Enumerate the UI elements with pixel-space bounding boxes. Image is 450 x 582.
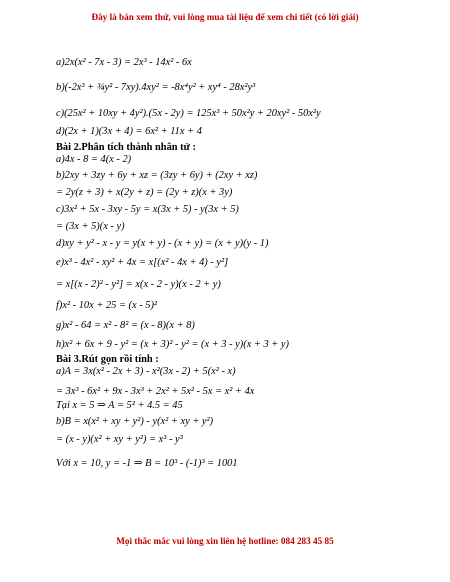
exercise-2c-result-line: = (3x + 5)(x - y) [56,221,125,232]
exercise-2a-line: a)4x - 8 = 4(x - 2) [56,154,132,165]
exercise-3a-simplify-line: = 3x³ - 6x² + 9x - 3x³ + 2x² + 5x² - 5x = x² + 4x [56,386,255,397]
exercise-2g-line: g)x² - 64 = x² - 8² = (x - 8)(x + 8) [56,320,195,331]
exercise-2c-line: c)3x² + 5x - 3xy - 5y = x(3x + 5) - y(3x + 5) [56,204,239,215]
exercise-2f-line: f)x² - 10x + 25 = (x - 5)² [56,300,158,311]
exercise-2b-result-line: = 2y(z + 3) + x(2y + z) = (2y + z)(x + 3y) [56,187,233,198]
exercise-2d-line: d)xy + y² - x - y = y(x + y) - (x + y) = (x + y)(y - 1) [56,238,269,249]
exercise-1c-line: c)(25x² + 10xy + 4y²).(5x - 2y) = 125x³ + 50x²y + 20xy² - 50x²y [56,108,321,119]
preview-notice-banner: Đây là bản xem thử, vui lòng mua tài liệu để xem chi tiết (có lời giải) [91,12,359,22]
exercise-2b-line: b)2xy + 3zy + 6y + xz = (3zy + 6y) + (2xy + xz) [56,170,258,181]
exercise-2h-line: h)x² + 6x + 9 - y² = (x + 3)² - y² = (x + 3 - y)(x + 3 + y) [56,339,289,350]
exercise-2e-line: e)x³ - 4x² - xy² + 4x = x[(x² - 4x + 4) - y²] [56,257,229,268]
exercise-1d-line: d)(2x + 1)(3x + 4) = 6x² + 11x + 4 [56,126,202,137]
exercise-1a-line: a)2x(x² - 7x - 3) = 2x³ - 14x² - 6x [56,57,192,68]
exercise-3a-line: a)A = 3x(x² - 2x + 3) - x²(3x - 2) + 5(x² - x) [56,366,236,377]
exercise-1b-line: b)(-2x³ + ¾y² - 7xy).4xy² = -8x⁴y² + xy⁴ - 28x²y³ [56,82,256,93]
section-2-heading: Bài 2.Phân tích thành nhân tử : [56,142,196,153]
exercise-2e-result-line: = x[(x - 2)² - y²] = x(x - 2 - y)(x - 2 + y) [56,279,221,290]
exercise-3a-evaluate-line: Tại x = 5 ⇒ A = 5² + 4.5 = 45 [56,400,183,411]
exercise-3b-line: b)B = x(x² + xy + y²) - y(x² + xy + y²) [56,416,214,427]
section-3-heading: Bài 3.Rút gọn rồi tính : [56,354,159,365]
hotline-banner: Mọi thắc mắc vui lòng xin liên hệ hotline: 084 283 45 85 [116,536,334,546]
exercise-3b-simplify-line: = (x - y)(x² + xy + y²) = x³ - y³ [56,434,183,445]
exercise-3b-evaluate-line: Với x = 10, y = -1 ⇒ B = 10³ - (-1)³ = 1001 [56,458,238,469]
